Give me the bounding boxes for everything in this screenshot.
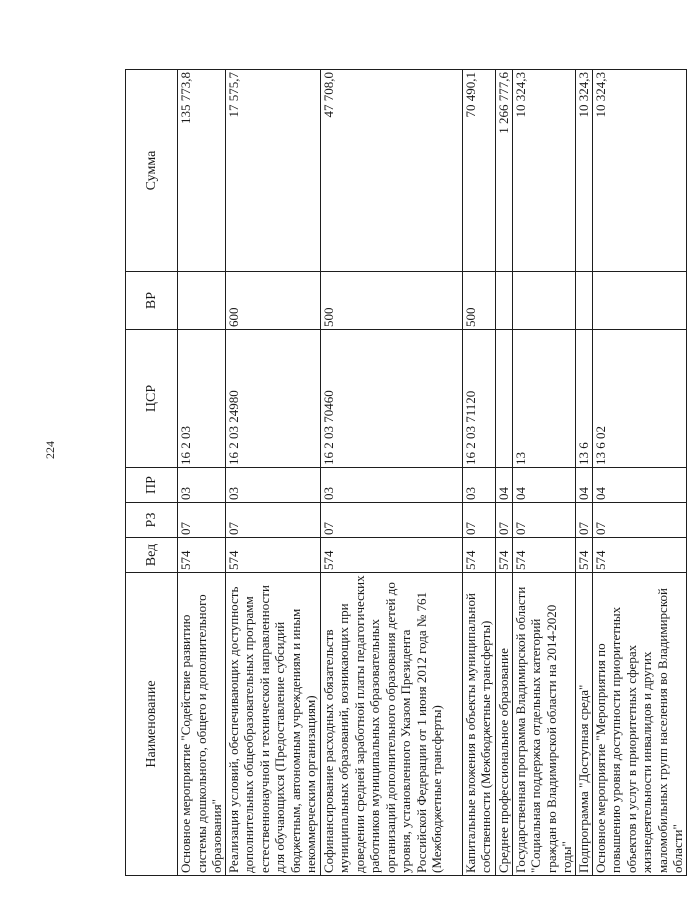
- cell-sum: 10 324,3: [575, 70, 592, 272]
- cell-ved: 574: [462, 538, 495, 573]
- cell-name: Реализация условий, обеспечивающих доступность дополнительных общеобразовательных программ естественнонаучной и технической направленности для обучающихся (Предоставление субсидий бюджетным, автономным учреждениям и иным некоммерческим организациям): [225, 573, 320, 876]
- page-number: 224: [43, 441, 57, 459]
- cell-ved: 574: [225, 538, 320, 573]
- cell-sum: 10 324,3: [592, 70, 686, 272]
- cell-ved: 574: [512, 538, 575, 573]
- rotated-table-container: [125, 70, 685, 876]
- cell-rz: 07: [225, 503, 320, 538]
- cell-sum: 135 773,8: [178, 70, 226, 272]
- table-row: [462, 70, 495, 876]
- budget-table: [125, 69, 687, 876]
- cell-ved: 574: [575, 538, 592, 573]
- cell-vr: [178, 272, 226, 330]
- table-row: [512, 70, 575, 876]
- header-ved: Вед: [126, 538, 178, 573]
- cell-vr: [512, 272, 575, 330]
- cell-sum: 10 324,3: [512, 70, 575, 272]
- cell-sum: 70 490,1: [462, 70, 495, 272]
- cell-sum: 1 266 777,6: [495, 70, 512, 272]
- cell-name: Основное мероприятие "Мероприятия по повышению уровня доступности приоритетных объектов и услуг в приоритетных сферах жизнедеятельности инвалидов и других маломобильных групп населения во Владимирской области": [592, 573, 686, 876]
- cell-vr: 500: [320, 272, 462, 330]
- cell-vr: 500: [462, 272, 495, 330]
- cell-vr: 600: [225, 272, 320, 330]
- cell-csr: 13: [512, 330, 575, 468]
- cell-name: Капитальные вложения в объекты муниципальной собственности (Межбюджетные трансферты): [462, 573, 495, 876]
- cell-name: Среднее профессиональное образование: [495, 573, 512, 876]
- cell-ved: 574: [320, 538, 462, 573]
- header-vr: ВР: [126, 272, 178, 330]
- cell-rz: 07: [320, 503, 462, 538]
- table-row: [575, 70, 592, 876]
- cell-pr: 03: [320, 468, 462, 503]
- cell-csr: 13 6: [575, 330, 592, 468]
- cell-sum: 47 708,0: [320, 70, 462, 272]
- cell-vr: [495, 272, 512, 330]
- cell-vr: [575, 272, 592, 330]
- cell-name: Основное мероприятие "Содействие развитию системы дошкольного, общего и дополнительного образования": [178, 573, 226, 876]
- cell-pr: 04: [512, 468, 575, 503]
- cell-pr: 03: [178, 468, 226, 503]
- header-sum: Сумма: [126, 70, 178, 272]
- header-rz: РЗ: [126, 503, 178, 538]
- cell-rz: 07: [592, 503, 686, 538]
- cell-pr: 04: [592, 468, 686, 503]
- cell-sum: 17 575,7: [225, 70, 320, 272]
- table-row: [178, 70, 226, 876]
- table-header-row: [126, 70, 178, 876]
- cell-pr: 03: [225, 468, 320, 503]
- cell-csr: 16 2 03: [178, 330, 226, 468]
- cell-name: Софинансирование расходных обязательств муниципальных образований, возникающих при доведении средней заработной платы педагогических работников муниципальных образовательных организаций дополнительного образования детей до уровня, установленного Указом Президента Российской Федерации от 1 июня 2012 года № 761 (Межбюджетные трансферты): [320, 573, 462, 876]
- header-name: Наименование: [126, 573, 178, 876]
- cell-rz: 07: [512, 503, 575, 538]
- cell-csr: 16 2 03 70460: [320, 330, 462, 468]
- cell-rz: 07: [178, 503, 226, 538]
- cell-rz: 07: [575, 503, 592, 538]
- header-csr: ЦСР: [126, 330, 178, 468]
- table-row: [592, 70, 686, 876]
- cell-pr: 04: [575, 468, 592, 503]
- table-row: [225, 70, 320, 876]
- cell-name: Подпрограмма "Доступная среда": [575, 573, 592, 876]
- cell-rz: 07: [495, 503, 512, 538]
- cell-ved: 574: [178, 538, 226, 573]
- cell-name: Государственная программа Владимирской области "Социальная поддержка отдельных категорий граждан во Владимирской области на 2014-2020 годы": [512, 573, 575, 876]
- cell-pr: 04: [495, 468, 512, 503]
- cell-csr: [495, 330, 512, 468]
- cell-csr: 13 6 02: [592, 330, 686, 468]
- cell-pr: 03: [462, 468, 495, 503]
- header-pr: ПР: [126, 468, 178, 503]
- table-row: [495, 70, 512, 876]
- cell-csr: 16 2 03 24980: [225, 330, 320, 468]
- cell-csr: 16 2 03 71120: [462, 330, 495, 468]
- cell-ved: 574: [592, 538, 686, 573]
- cell-rz: 07: [462, 503, 495, 538]
- cell-ved: 574: [495, 538, 512, 573]
- cell-vr: [592, 272, 686, 330]
- table-row: [320, 70, 462, 876]
